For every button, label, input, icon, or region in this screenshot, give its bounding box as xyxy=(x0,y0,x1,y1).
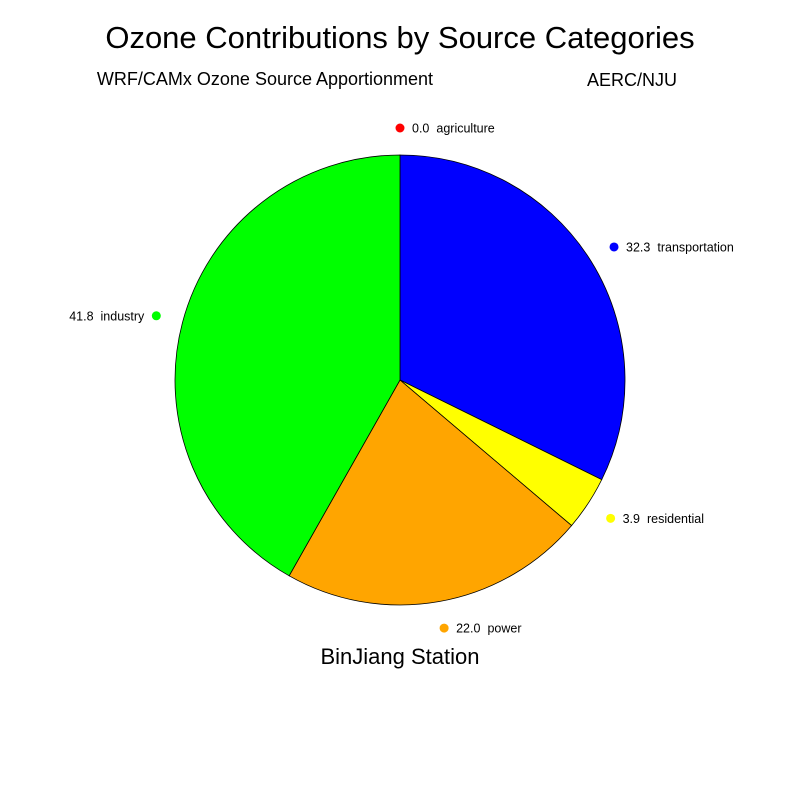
chart-subtitle-right: AERC/NJU xyxy=(586,70,678,90)
station-caption: BinJiang Station xyxy=(320,644,480,669)
slice-label-transportation xyxy=(626,240,734,254)
slice-value: 3.9 xyxy=(622,511,641,526)
slice-value: 0.0 xyxy=(412,121,430,136)
pie-slices xyxy=(175,155,625,605)
slice-name: industry xyxy=(100,309,145,324)
slice-value: 22.0 xyxy=(456,621,481,636)
legend-marker-power xyxy=(440,624,449,633)
slice-name: agriculture xyxy=(436,121,495,136)
slice-name: transportation xyxy=(657,240,734,255)
legend-marker-residential xyxy=(606,514,615,523)
legend-marker-agriculture xyxy=(396,124,405,133)
slice-label-residential xyxy=(623,512,704,526)
slice-value: 32.3 xyxy=(626,240,651,255)
slice-name: residential xyxy=(647,511,704,526)
legend-marker-transportation xyxy=(610,242,619,251)
slice-label-agriculture xyxy=(412,122,495,136)
chart-title: Ozone Contributions by Source Categories xyxy=(105,20,695,55)
slice-label-power xyxy=(456,622,521,636)
slice-name: power xyxy=(487,621,522,636)
legend-marker-industry xyxy=(152,311,161,320)
slice-label-industry xyxy=(69,309,145,323)
chart-subtitle-left: WRF/CAMx Ozone Source Apportionment xyxy=(96,69,434,89)
slice-value: 41.8 xyxy=(69,309,94,324)
